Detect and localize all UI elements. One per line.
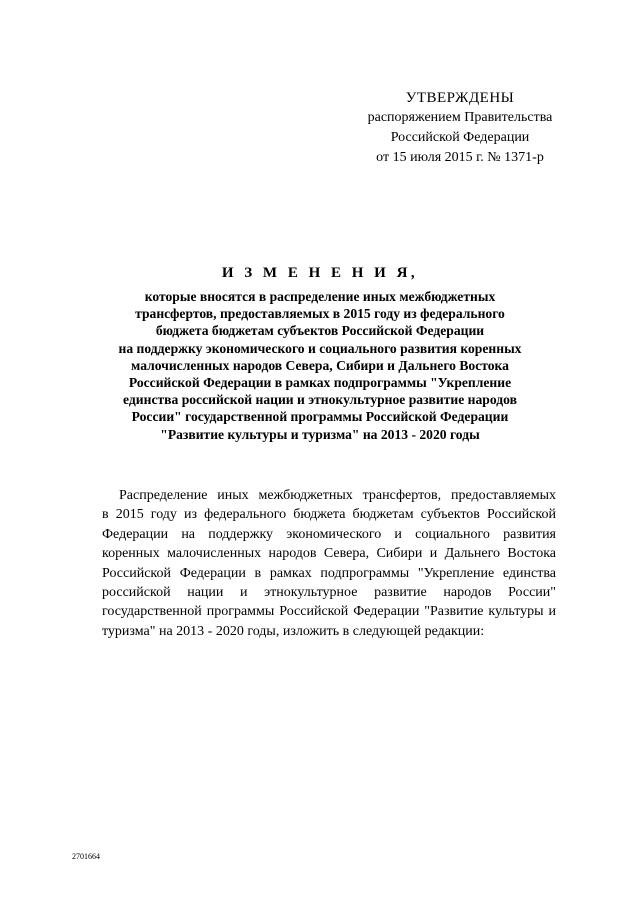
document-subtitle-line: бюджета бюджетам субъектов Российской Федерации: [155, 323, 485, 339]
body-line: российской нации и этнокультурное развитие народов России": [102, 585, 556, 601]
document-title: И З М Е Н Е Н И Я,: [221, 265, 419, 281]
document-subtitle-line: малочисленных народов Севера, Сибири и Дальнего Востока: [131, 357, 509, 373]
document-subtitle-line: единства российской нации и этнокультурное развитие народов: [123, 392, 517, 408]
document-subtitle-line: на поддержку экономического и социального развития коренных: [118, 340, 522, 356]
document-subtitle-line: России" государственной программы Российской Федерации: [131, 409, 509, 425]
document-heading: [70, 262, 570, 443]
body-line: туризма" на 2013 - 2020 годы, изложить в следующей редакции:: [102, 623, 485, 639]
document-subtitle-line: Российской Федерации в рамках подпрограммы "Укрепление: [128, 375, 512, 391]
approval-title: УТВЕРЖДЕНЫ: [405, 90, 515, 106]
body-line: коренных малочисленных народов Севера, Сибири и Дальнего Востока: [102, 546, 556, 562]
body-paragraph: [102, 486, 556, 641]
document-code: 2701664: [72, 852, 100, 861]
body-line: государственной программы Российской Федерации "Развитие культуры и: [102, 604, 556, 620]
document-subtitle-line: трансфертов, предоставляемых в 2015 году из федерального: [135, 306, 505, 322]
body-line: в 2015 году из федерального бюджета бюджетам субъектов Российской: [102, 507, 556, 523]
body-line: Российской Федерации в рамках подпрограммы "Укрепление единства: [102, 565, 556, 581]
body-line: Распределение иных межбюджетных трансфертов, предоставляемых: [119, 488, 556, 503]
approval-line: распоряжением Правительства: [367, 110, 553, 125]
document-subtitle-line: "Развитие культуры и туризма" на 2013 - 2020 годы: [160, 426, 480, 442]
approval-line: от 15 июля 2015 г. № 1371-р: [376, 150, 544, 165]
body-line: Федерации на поддержку экономического и социального развития: [102, 526, 556, 542]
document-subtitle-line: которые вносятся в распределение иных межбюджетных: [144, 289, 496, 304]
approval-stamp: [330, 88, 590, 168]
approval-line: Российской Федерации: [390, 130, 530, 145]
